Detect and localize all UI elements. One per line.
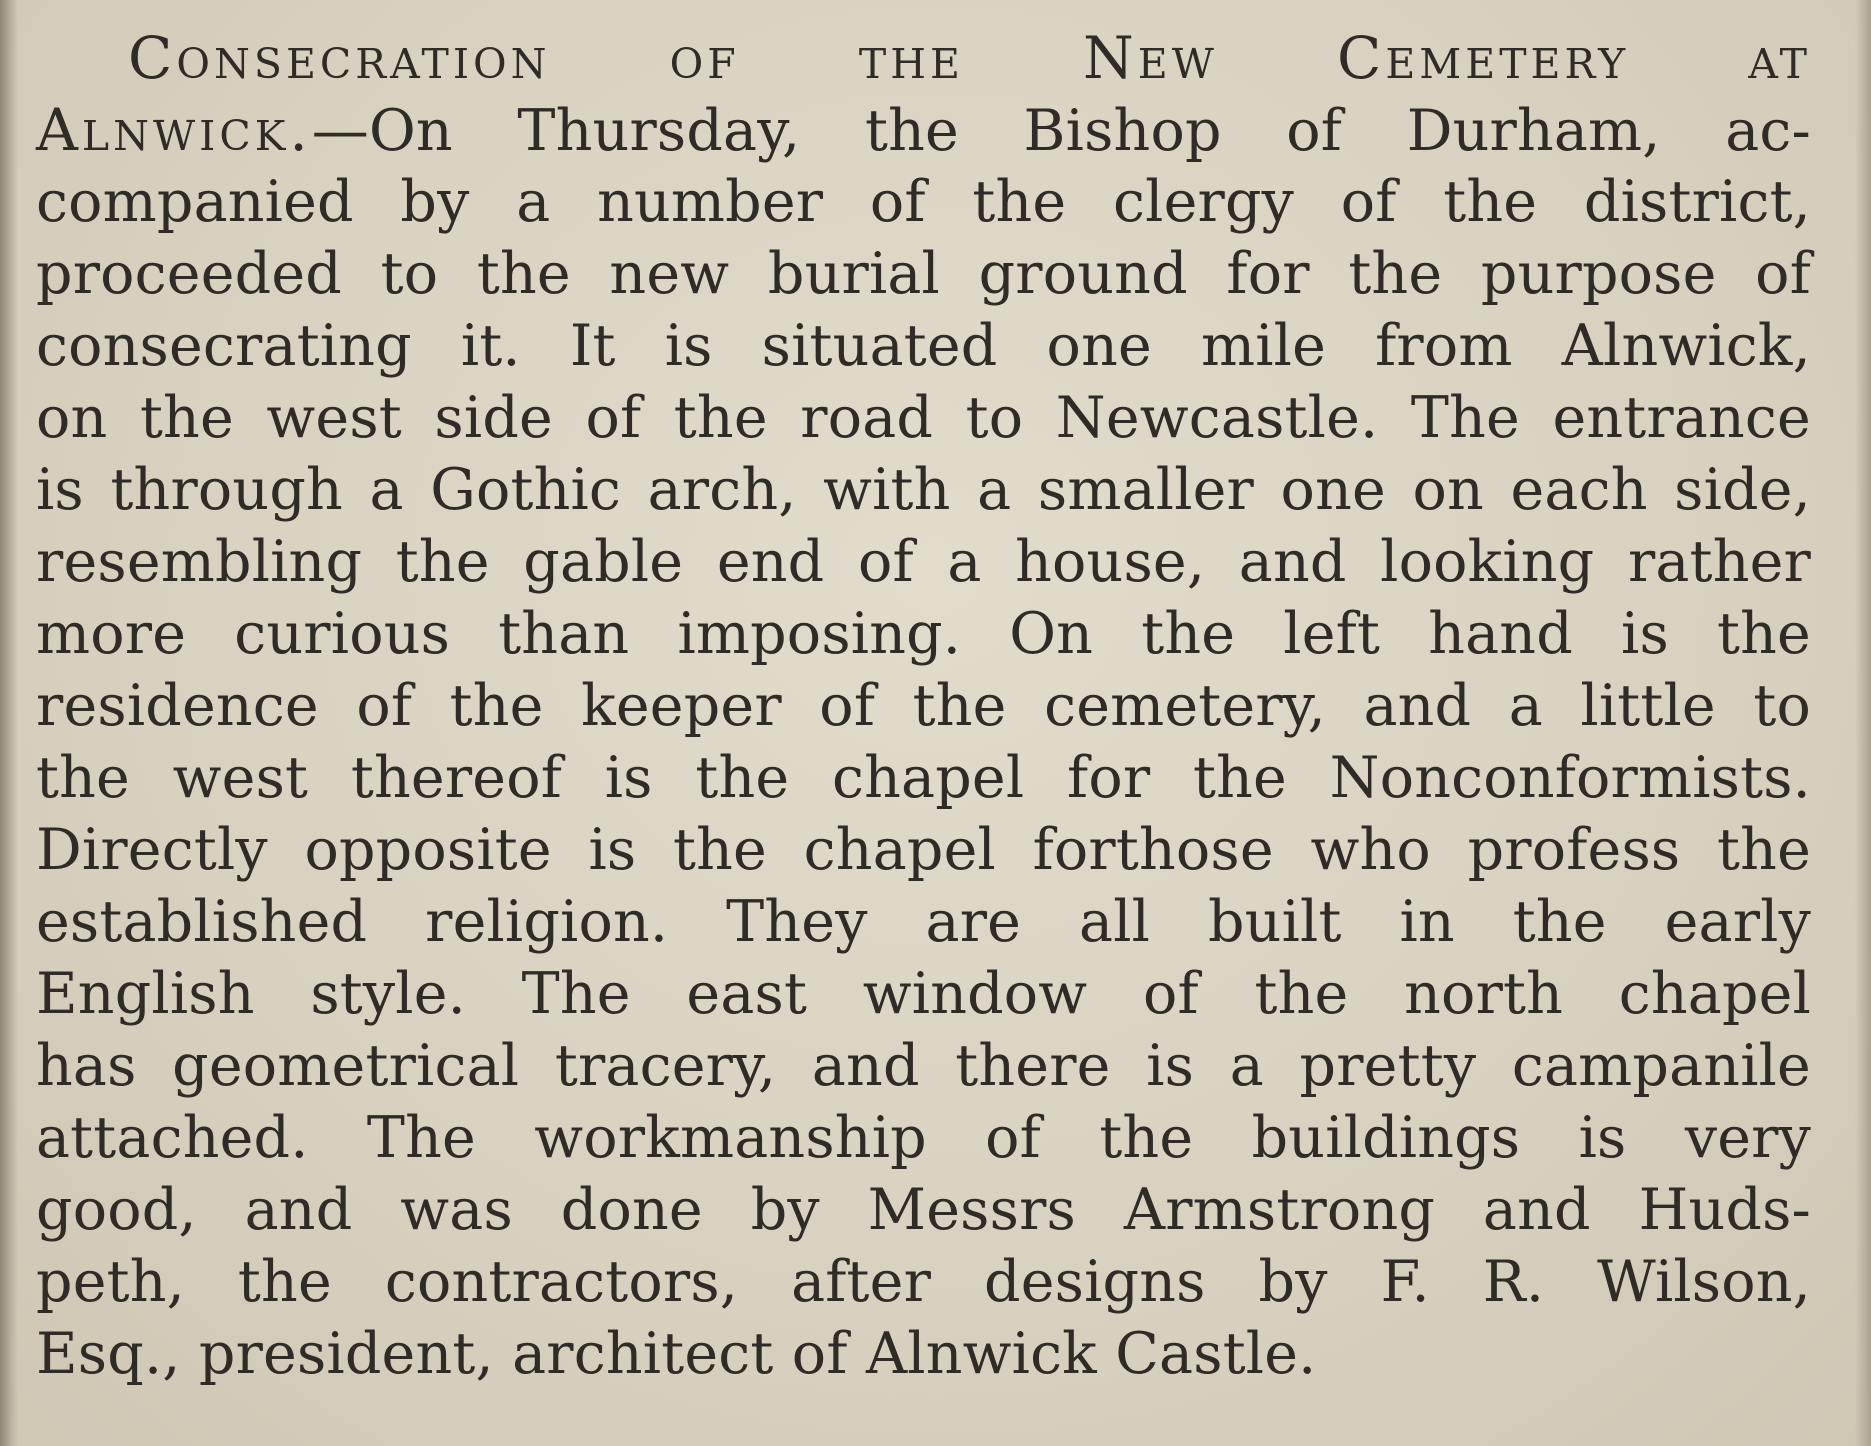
article-line: companied by a number of the clergy of the district, [36,169,1811,235]
article-line: English style. The east window of the north chapel [36,961,1811,1027]
page-left-edge [0,0,18,1446]
article-line: has geometrical tracery, and there is a pretty campanile [36,1033,1811,1099]
article-line: good, and was done by Messrs Armstrong and Huds- [36,1177,1811,1243]
article-line: residence of the keeper of the cemetery, and a little to [36,673,1811,739]
article-heading-continued: Alnwick. [36,96,312,164]
article-line: Directly opposite is the chapel forthose who profess the [36,817,1811,883]
article-heading: Consecration of the New Cemetery at [128,24,1811,92]
article-line: is through a Gothic arch, with a smaller one on each side, [36,457,1811,523]
article-line: established religion. They are all built in the early [36,889,1811,955]
article-line [36,94,1811,166]
article-line: Esq., president, architect of Alnwick Castle. [36,1321,1317,1387]
article-line-text: —On Thursday, the Bishop of Durham, ac- [311,98,1811,164]
article-line: attached. The workmanship of the buildings is very [36,1105,1811,1171]
article-line: on the west side of the road to Newcastle. The entrance [36,385,1811,451]
article-heading-line [36,22,1811,94]
page-right-edge [1855,0,1871,1446]
article-line: consecrating it. It is situated one mile from Alnwick, [36,313,1811,379]
article-line: the west thereof is the chapel for the Nonconformists. [36,745,1811,811]
article-line: resembling the gable end of a house, and looking rather [36,529,1811,595]
article-line: peth, the contractors, after designs by F. R. Wilson, [36,1249,1811,1315]
article-line: proceeded to the new burial ground for the purpose of [36,241,1811,307]
article [36,22,1811,1390]
article-line: more curious than imposing. On the left hand is the [36,601,1811,667]
